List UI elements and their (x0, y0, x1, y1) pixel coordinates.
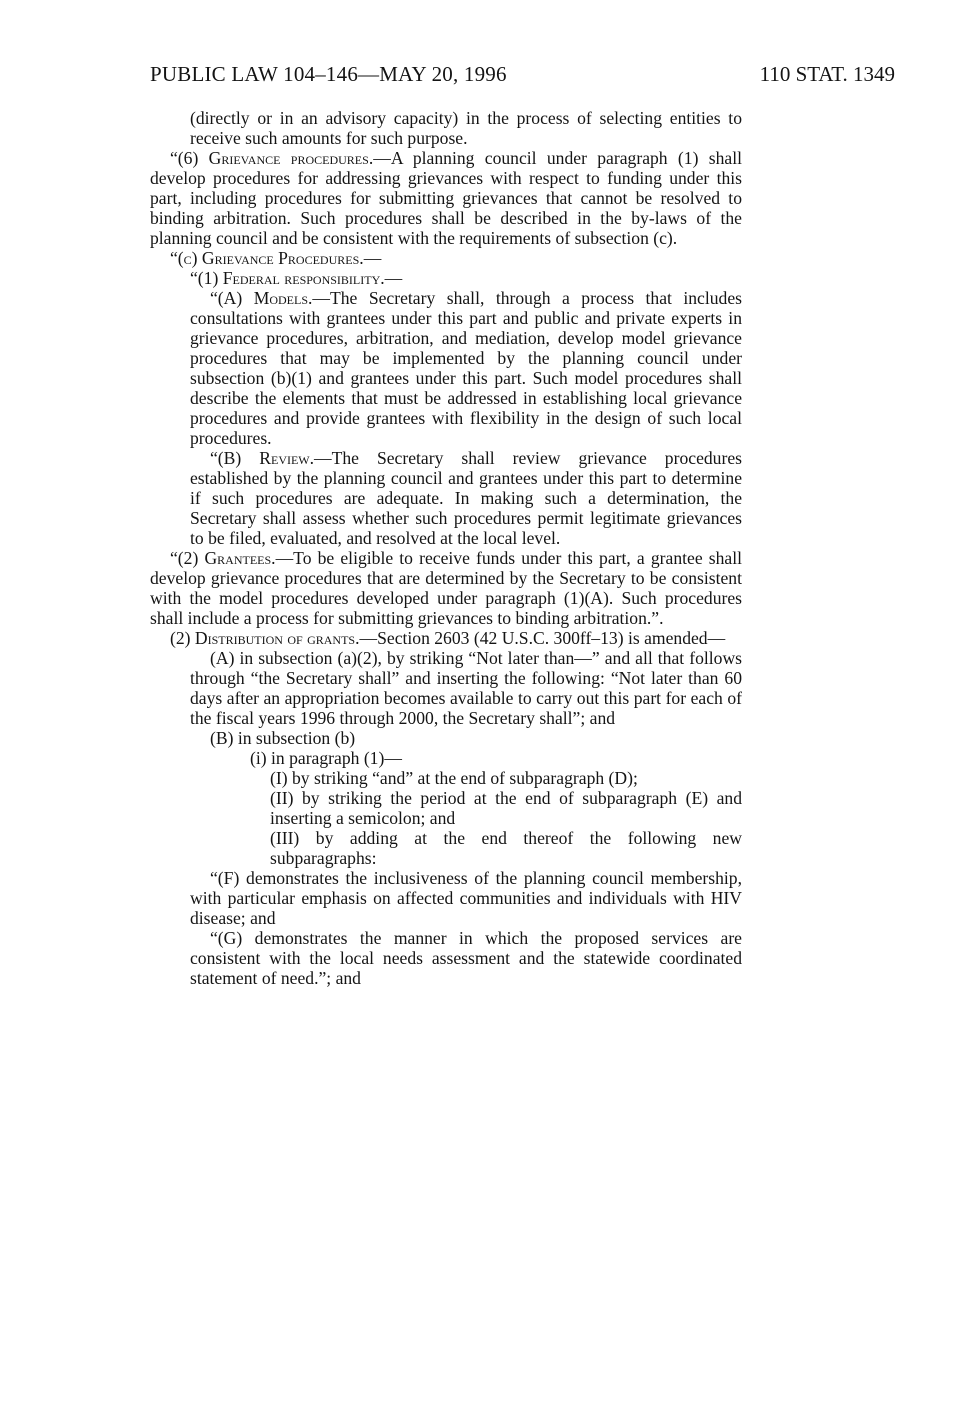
page-header (150, 62, 895, 92)
text-grantees: —To be eligible to receive funds under this part, a grantee shall develop grievance procedures that are determined by the Secretary to be consistent with the model procedures developed under paragraph (1)(A). Such procedures shall include a process for submitting grievances to binding arbitration.”. (150, 548, 742, 628)
heading-grantees: “(2) Grantees. (170, 548, 276, 568)
paragraph-b-subsection-b: (B) in subsection (b) (210, 728, 356, 748)
text-models: —The Secretary shall, through a process that includes consultations with grantees under this part and public and private experts in grievance procedures, arbitration, and mediation, develop model grievance procedures that may be implemented by the planning council under subsection (b)(1) and grantees under this part. Such model procedures shall describe the elements that must be addressed in establishing local grievance procedures and provide grantees with flexibility in the design of such local procedures. (190, 288, 743, 448)
paragraph-federal-responsibility (150, 268, 742, 288)
paragraph-grievance-procedures (150, 148, 742, 248)
paragraph-G-manner: “(G) demonstrates the manner in which the proposed services are consistent with the local needs assessment and the statewide coordinated statement of need.”; and (190, 928, 742, 988)
dash: — (384, 268, 403, 288)
heading-grievance-procedures: “(6) Grievance procedures. (170, 148, 374, 168)
heading-subsection-c: “(c) Grievance Procedures. (170, 248, 364, 268)
paragraph-models (150, 288, 742, 448)
paragraph-i-paragraph-1: (i) in paragraph (1)— (250, 748, 402, 768)
paragraph-review (150, 448, 742, 548)
heading-federal-responsibility: “(1) Federal responsibility. (190, 268, 385, 288)
heading-distribution-of-grants: (2) Distribution of grants. (170, 628, 360, 648)
header-stat-page: 110 STAT. 1349 (759, 62, 895, 86)
paragraph-II-striking-period: (II) by striking the period at the end of subparagraph (E) and inserting a semicolon; and (270, 788, 742, 828)
header-citation: PUBLIC LAW 104–146—MAY 20, 1996 (150, 62, 507, 86)
paragraph-a-subsection-a2: (A) in subsection (a)(2), by striking “Not later than—” and all that follows through “the Secretary shall” and inserting the following: “Not later than 60 days after an appropriation becomes available to carry out this part for each of the fiscal years 1996 through 2000, the Secretary shall”; and (190, 648, 742, 728)
paragraph-III-adding: (III) by adding at the end thereof the following new subparagraphs: (270, 828, 742, 868)
heading-models: “(A) Models. (210, 288, 313, 308)
text-distribution-of-grants: —Section 2603 (42 U.S.C. 300ff–13) is amended— (359, 628, 726, 648)
text-review: —The Secretary shall review grievance procedures established by the planning council and grantees under this part to determine if such procedures are adequate. In making such a determination, the Secretary shall assess whether such procedures permit legitimate grievances to be filed, evaluated, and resolved at the local level. (190, 448, 742, 548)
heading-review: “(B) Review. (210, 448, 315, 468)
paragraph-subsection-c (150, 248, 742, 268)
dash: — (363, 248, 382, 268)
text-grievance-procedures: —A planning council under paragraph (1) shall develop procedures for addressing grievances with respect to funding under this part, including procedures for submitting grievances that cannot be resolved to binding arbitration. Such procedures shall be described in the by-laws of the planning council and be consistent with the requirements of subsection (c). (150, 148, 742, 248)
document-body (150, 108, 742, 988)
paragraph-I-striking-and: (I) by striking “and” at the end of subparagraph (D); (270, 768, 638, 788)
paragraph-grantees (150, 548, 742, 628)
paragraph-continuation: (directly or in an advisory capacity) in the process of selecting entities to receive such amounts for such purpose. (190, 108, 742, 148)
paragraph-F-inclusiveness: “(F) demonstrates the inclusiveness of the planning council membership, with particular emphasis on affected communities and individuals with HIV disease; and (190, 868, 742, 928)
paragraph-distribution-of-grants (150, 628, 742, 648)
